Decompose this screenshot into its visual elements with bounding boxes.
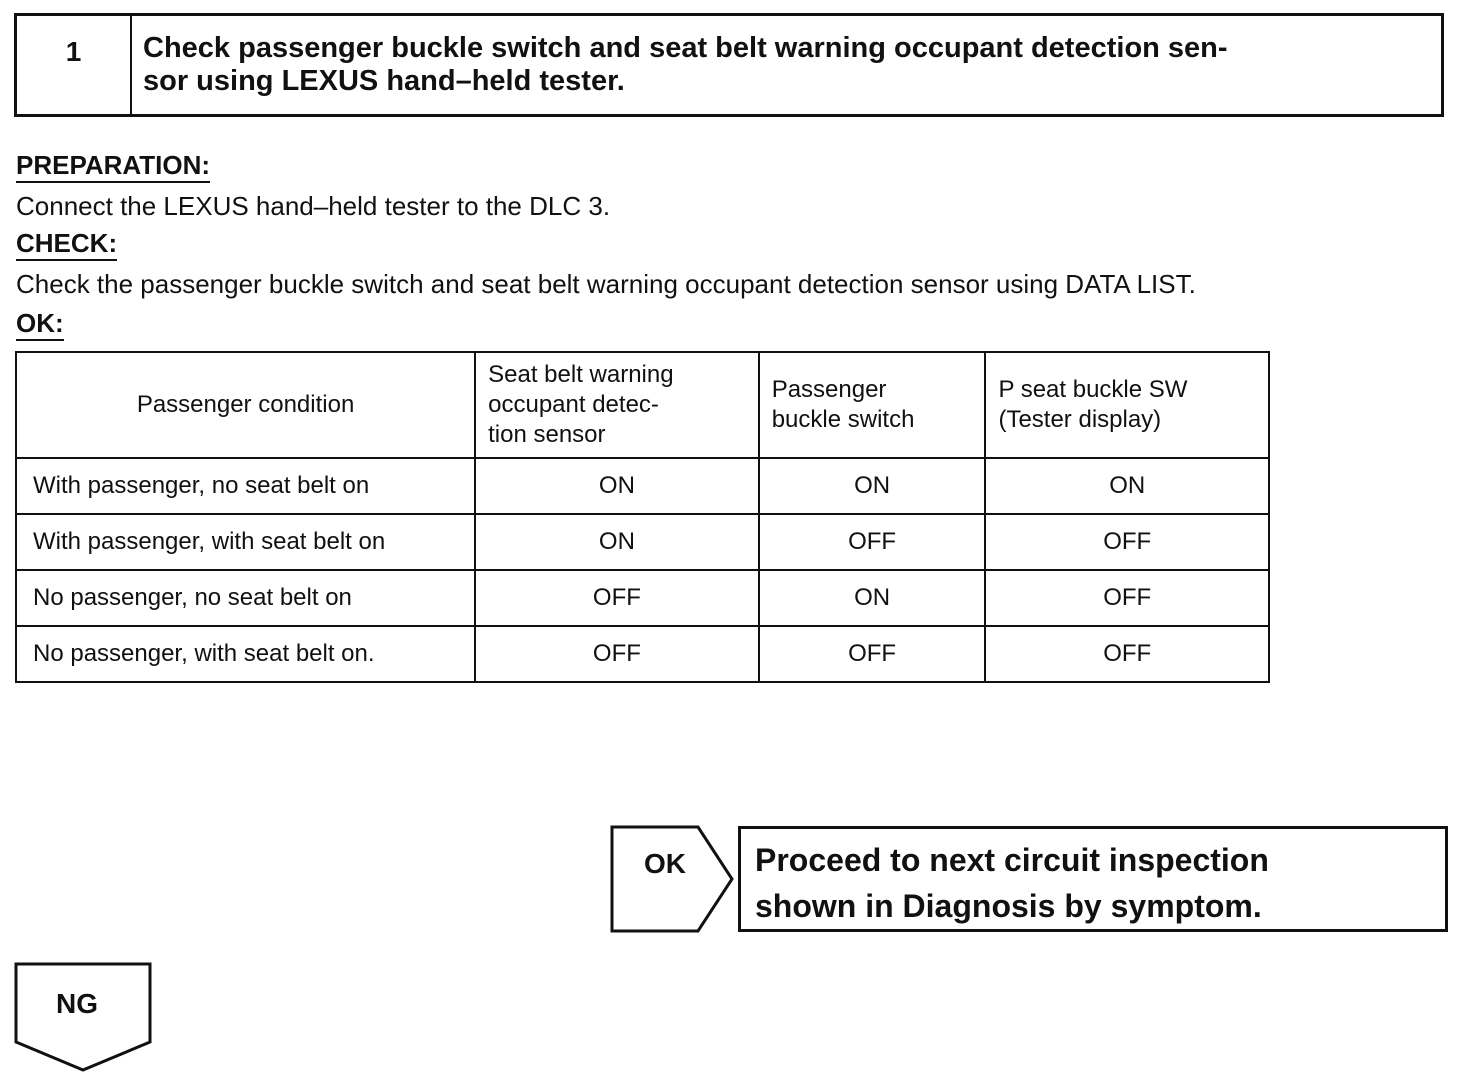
table-cell: ON (985, 458, 1269, 514)
table-cell: OFF (759, 626, 986, 682)
table-cell: ON (759, 570, 986, 626)
ok-heading: OK: (16, 308, 64, 341)
table-cell: ON (475, 514, 759, 570)
preparation-text: Connect the LEXUS hand–held tester to the DLC 3. (16, 191, 611, 221)
table-row (16, 458, 1269, 514)
table-cell: OFF (985, 570, 1269, 626)
table-cell: With passenger, no seat belt on (16, 458, 475, 514)
ok-result-line-1: Proceed to next circuit inspection (755, 842, 1269, 878)
table-cell: OFF (985, 514, 1269, 570)
ok-result-line-2: shown in Diagnosis by symptom. (755, 888, 1262, 924)
header-buckle-switch: Passenger buckle switch (759, 352, 986, 458)
step-title (143, 32, 1433, 98)
ok-result-box (738, 826, 1448, 932)
table-cell: ON (759, 458, 986, 514)
table-row (16, 514, 1269, 570)
ok-branch-label: OK (644, 848, 686, 879)
table-cell: No passenger, with seat belt on. (16, 626, 475, 682)
table-header-row (16, 352, 1269, 458)
step-number: 1 (17, 16, 132, 114)
table-cell: With passenger, with seat belt on (16, 514, 475, 570)
preparation-heading: PREPARATION: (16, 150, 210, 183)
header-tester-display: P seat buckle SW (Tester display) (985, 352, 1269, 458)
header-passenger-condition: Passenger condition (16, 352, 475, 458)
header-occupant-sensor: Seat belt warning occupant detec- tion sensor (475, 352, 759, 458)
ok-condition-table (15, 351, 1270, 683)
table-cell: OFF (759, 514, 986, 570)
check-text: Check the passenger buckle switch and seat belt warning occupant detection sensor using DATA LIST. (16, 269, 1196, 299)
ok-result-text (755, 837, 1435, 929)
table-cell: OFF (985, 626, 1269, 682)
table-cell: ON (475, 458, 759, 514)
check-heading: CHECK: (16, 228, 117, 261)
step-title-line-2: sor using LEXUS hand–held tester. (143, 65, 625, 97)
table-row (16, 626, 1269, 682)
step-title-line-1: Check passenger buckle switch and seat belt warning occupant detection sen- (143, 32, 1228, 64)
table-cell: OFF (475, 626, 759, 682)
table-row (16, 570, 1269, 626)
ng-branch-label: NG (56, 988, 98, 1019)
table-cell: OFF (475, 570, 759, 626)
step-header-box (14, 13, 1444, 117)
table-cell: No passenger, no seat belt on (16, 570, 475, 626)
